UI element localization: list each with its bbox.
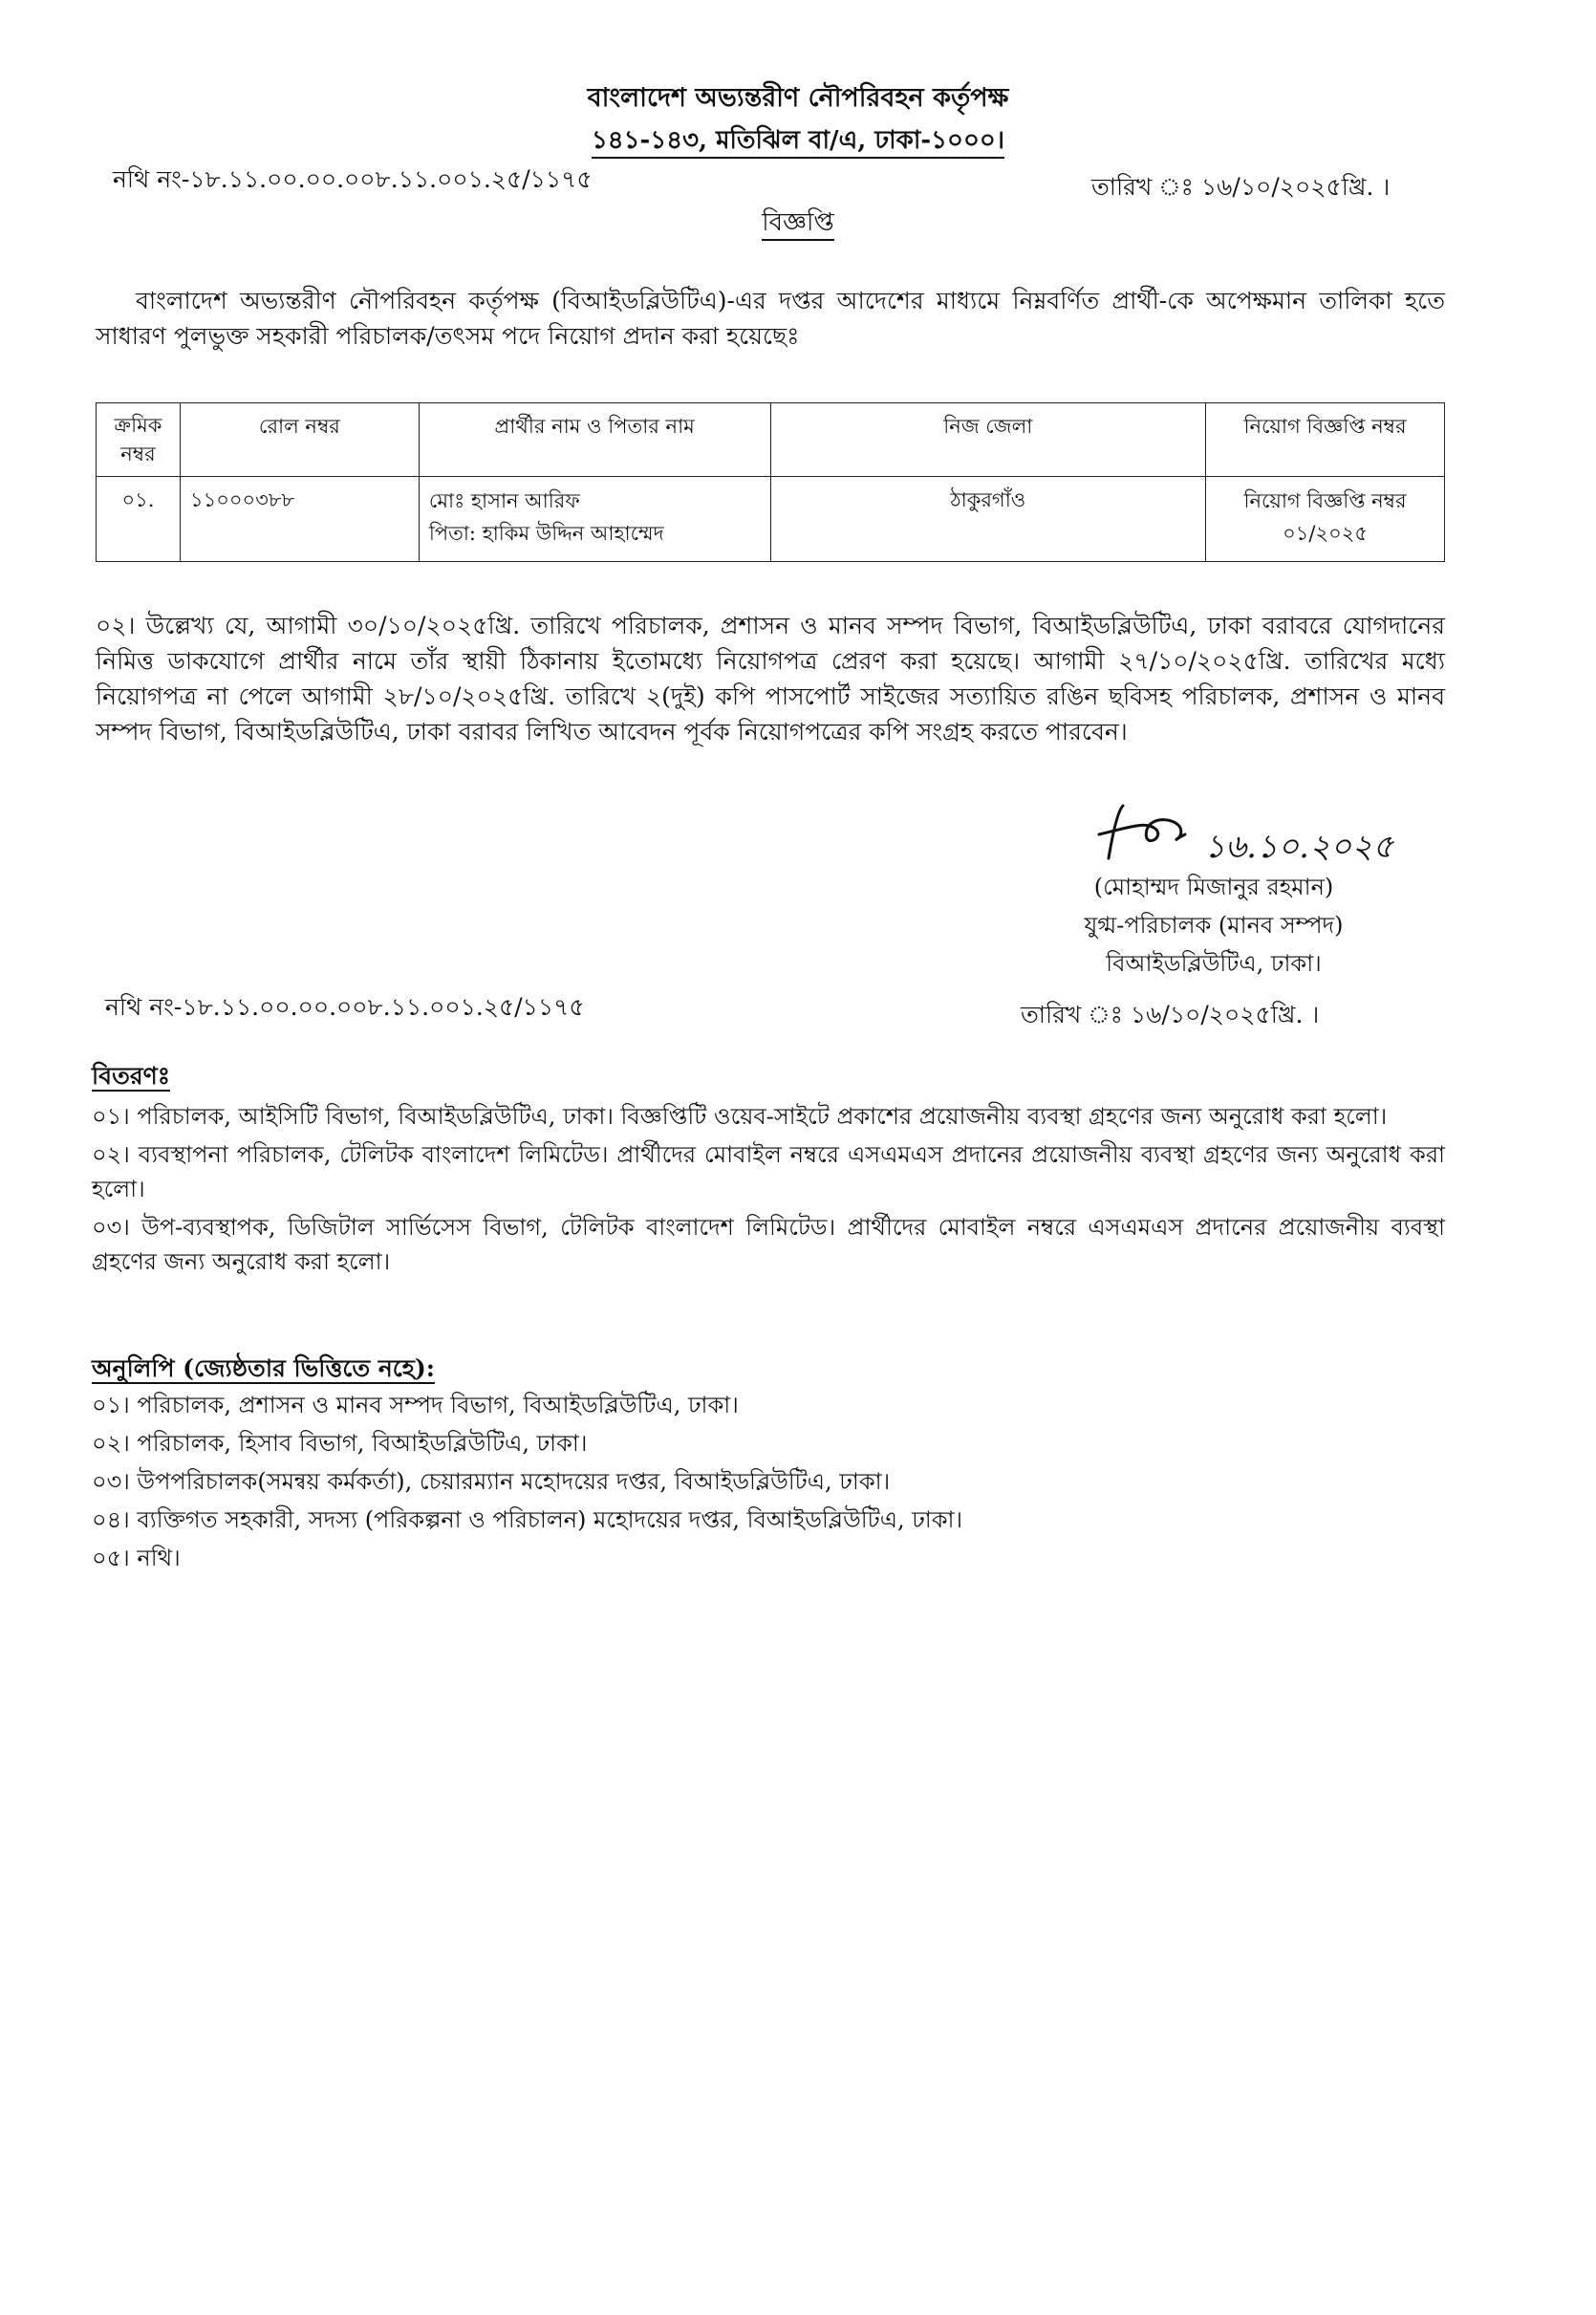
candidate-father: পিতা: হাকিম উদ্দিন আহাম্মেদ — [428, 522, 664, 545]
intro-paragraph: বাংলাদেশ অভ্যন্তরীণ নৌপরিবহন কর্তৃপক্ষ (বিআইডব্লিউটিএ)-এর দপ্তর আদেশের মাধ্যমে নিম্নবর্ণিত প্রার্থী-কে অপেক্ষমান তালিকা হতে সাধারণ পুলভুক্ত সহকারী পরিচালক/তৎসম পদে নিয়োগ প্রদান করা হয়েছেঃ — [96, 287, 1445, 350]
header-name: প্রার্থীর নাম ও পিতার নাম — [419, 403, 770, 477]
organization-name: বাংলাদেশ অভ্যন্তরীণ নৌপরিবহন কর্তৃপক্ষ — [587, 83, 1009, 113]
signatory-block — [1013, 868, 1414, 983]
header-serial-line1: ক্রমিক — [114, 414, 162, 437]
organization-address — [0, 120, 1596, 162]
candidate-name: মোঃ হাসান আরিফ — [428, 489, 580, 512]
header-circular: নিয়োগ বিজ্ঞপ্তি নম্বর — [1206, 403, 1445, 477]
circular-number: ০১/২০২৫ — [1283, 522, 1369, 545]
notice-title — [0, 203, 1596, 245]
copy-title-text: অনুলিপি (জ্যেষ্ঠতার ভিত্তিতে নহে): — [92, 1354, 435, 1382]
list-item: ০৫। নথি। — [92, 1545, 181, 1571]
signatory-designation: যুগ্ম-পরিচালক (মানব সম্পদ) — [1084, 912, 1344, 939]
address-text: ১৪১-১৪৩, মতিঝিল বা/এ, ঢাকা-১০০০। — [592, 126, 1004, 159]
distribution-list — [92, 1099, 1445, 1283]
cell-serial: ০১. — [97, 477, 181, 562]
header-serial-line2: নম্বর — [120, 443, 156, 465]
signature — [1089, 801, 1434, 868]
list-item: ০১। পরিচালক, আইসিটি বিভাগ, বিআইডব্লিউটিএ, ঢাকা। বিজ্ঞপ্তিটি ওয়েব-সাইটে প্রকাশের প্রয়োজনীয় ব্যবস্থা গ্রহণের জন্য অনুরোধ করা হলো। — [92, 1103, 1388, 1130]
copy-title — [92, 1350, 435, 1391]
distribution-title-text: বিতরণঃ — [92, 1062, 171, 1090]
distribution-title — [92, 1057, 170, 1098]
cell-roll: ১১০০০৩৮৮ — [180, 477, 419, 562]
candidate-table — [96, 402, 1445, 562]
header-serial — [97, 403, 181, 477]
table-row — [97, 477, 1445, 562]
memo-date: তারিখ ঃ ১৬/১০/২০২৫খ্রি. । — [1091, 173, 1391, 201]
list-item: ০২। ব্যবস্থাপনা পরিচালক, টেলিটক বাংলাদেশ লিমিটেড। প্রার্থীদের মোবাইল নম্বরে এসএমএস প্রদানের প্রয়োজনীয় ব্যবস্থা গ্রহণের জন্য অনুরোধ করা হলো। — [92, 1141, 1445, 1202]
list-item: ০১। পরিচালক, প্রশাসন ও মানব সম্পদ বিভাগ, বিআইডব্লিউটিএ, ঢাকা। — [92, 1392, 739, 1418]
notice-title-text: বিজ্ঞপ্তি — [762, 208, 834, 241]
circular-label: নিয়োগ বিজ্ঞপ্তি নম্বর — [1243, 489, 1407, 512]
cell-district: ঠাকুরগাঁও — [770, 477, 1206, 562]
copy-list — [92, 1388, 1445, 1579]
memo-date-footer: তারিখ ঃ ১৬/১০/২০২৫খ্রি. । — [1021, 1001, 1320, 1028]
list-item: ০৩। উপ-ব্যবস্থাপক, ডিজিটাল সার্ভিসেস বিভাগ, টেলিটক বাংলাদেশ লিমিটেড। প্রার্থীদের মোবাইল নম্বরে এসএমএস প্রদানের প্রয়োজনীয় ব্যবস্থা গ্রহণের জন্য অনুরোধ করা হলো। — [92, 1214, 1445, 1275]
memo-number: নথি নং-১৮.১১.০০.০০.০০৮.১১.০০১.২৫/১১৭৫ — [113, 165, 593, 193]
list-item: ০২। পরিচালক, হিসাব বিভাগ, বিআইডব্লিউটিএ, ঢাকা। — [92, 1430, 588, 1457]
signature-scribble-icon — [1089, 801, 1204, 868]
list-item: ০৩। উপপরিচালক(সমন্বয় কর্মকর্তা), চেয়ারম্যান মহোদয়ের দপ্তর, বিআইডব্লিউটিএ, ঢাকা। — [92, 1468, 891, 1495]
header-roll: রোল নম্বর — [180, 403, 419, 477]
signatory-name: (মোহাম্মদ মিজানুর রহমান) — [1093, 874, 1334, 900]
signature-date: ১৬.১০.২০২৫ — [1204, 828, 1394, 866]
memo-number-footer: নথি নং-১৮.১১.০০.০০.০০৮.১১.০০১.২৫/১১৭৫ — [105, 993, 585, 1021]
signatory-office: বিআইডব্লিউটিএ, ঢাকা। — [1106, 950, 1322, 977]
table-header-row — [97, 403, 1445, 477]
cell-name — [419, 477, 770, 562]
list-item: ০৪। ব্যক্তিগত সহকারী, সদস্য (পরিকল্পনা ও পরিচালন) মহোদয়ের দপ্তর, বিআইডব্লিউটিএ, ঢাকা। — [92, 1506, 963, 1533]
header-district: নিজ জেলা — [770, 403, 1206, 477]
cell-circular — [1206, 477, 1445, 562]
paragraph-02: ০২। উল্লেখ্য যে, আগামী ৩০/১০/২০২৫খ্রি. তারিখে পরিচালক, প্রশাসন ও মানব সম্পদ বিভাগ, বিআইডব্লিউটিএ, ঢাকা বরাবরে যোগদানের নিমিত্ত ডাকযোগে প্রার্থীর নামে তাঁর স্থায়ী ঠিকানায় ইতোমধ্যে নিয়োগপত্র প্রেরণ করা হয়েছে। আগামী ২৭/১০/২০২৫খ্রি. তারিখের মধ্যে নিয়োগপত্র না পেলে আগামী ২৮/১০/২০২৫খ্রি. তারিখে ২(দুই) কপি পাসপোর্ট সাইজের সত্যায়িত রঙিন ছবিসহ পরিচালক, প্রশাসন ও মানব সম্পদ বিভাগ, বিআইডব্লিউটিএ, ঢাকা বরাবর লিখিত আবেদন পূর্বক নিয়োগপত্রের কপি সংগ্রহ করতে পারবেন। — [96, 612, 1445, 746]
